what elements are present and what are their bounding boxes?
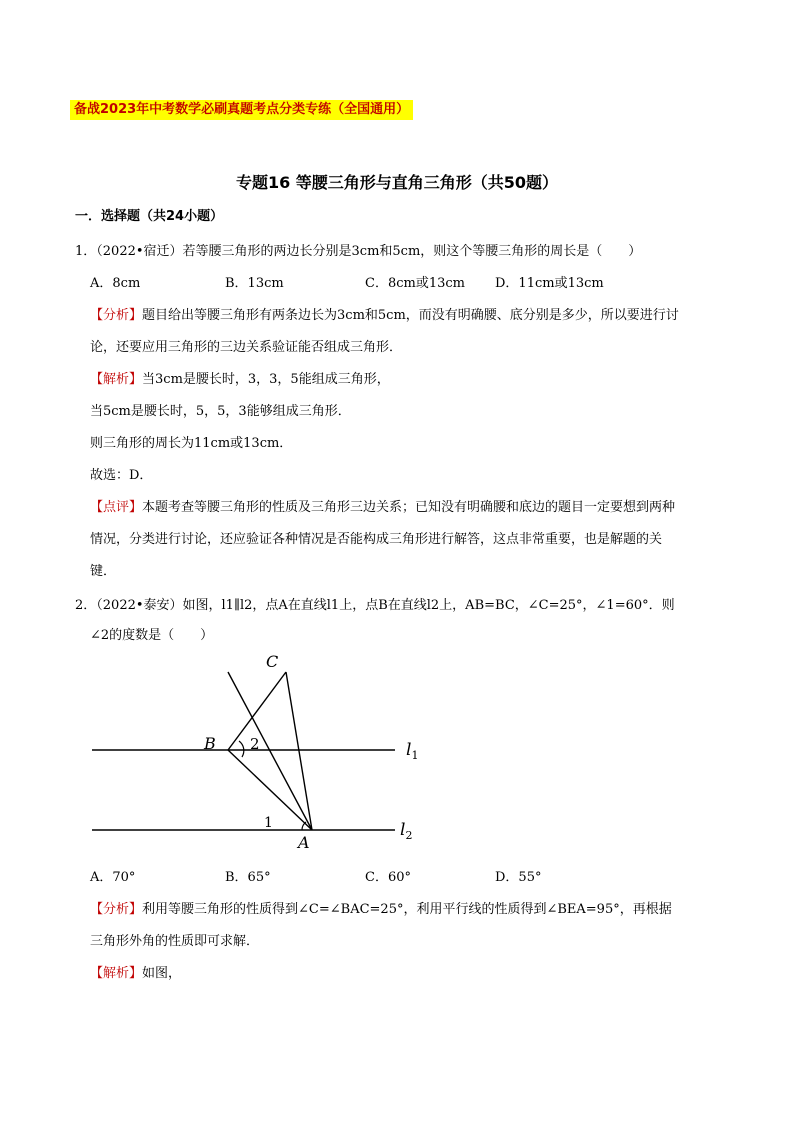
solution-tag: 【解析】 bbox=[90, 372, 143, 387]
q2-option-b: B．65° bbox=[225, 870, 271, 885]
label-angle-1: 1 bbox=[264, 815, 273, 831]
q1-option-c: C．8cm或13cm bbox=[365, 276, 465, 291]
q1-solution-line-2: 当5cm是腰长时，5，5，3能够组成三角形． bbox=[90, 404, 351, 419]
q2-solution-line-1: 【解析】如图， bbox=[90, 966, 182, 981]
q1-analysis-line-1: 【分析】题目给出等腰三角形有两条边长为3cm和5cm，而没有明确腰、底分别是多少，所以要进行讨 bbox=[90, 308, 679, 323]
q2-analysis-line-2: 三角形外角的性质即可求解． bbox=[90, 934, 260, 949]
header-banner: 备战2023年中考数学必刷真题考点分类专练（全国通用） bbox=[70, 100, 413, 120]
page-title: 专题16 等腰三角形与直角三角形（共50题） bbox=[235, 173, 559, 192]
q1-solution-line-4: 故选：D． bbox=[90, 468, 153, 483]
angle-1-arc bbox=[302, 822, 306, 830]
q1-comment-line-2: 情况，分类进行讨论，还应验证各种情况是否能构成三角形进行解答，这点非常重要，也是解题的关 bbox=[90, 532, 663, 547]
angle-2-arc bbox=[239, 741, 244, 757]
q1-solution-line-3: 则三角形的周长为11cm或13cm． bbox=[90, 436, 293, 451]
analysis-tag: 【分析】 bbox=[90, 308, 143, 323]
q2-stem-line-2: ∠2的度数是（ ） bbox=[90, 628, 214, 643]
label-l2: $l_2$ bbox=[400, 820, 413, 842]
q1-option-a: A．8cm bbox=[90, 276, 141, 291]
label-B: B bbox=[204, 734, 216, 753]
q2-option-a: A．70° bbox=[90, 870, 136, 885]
label-angle-2: 2 bbox=[250, 735, 260, 753]
q1-analysis-line-2: 论，还要应用三角形的三边关系验证能否组成三角形． bbox=[90, 340, 403, 355]
q1-comment-line-3: 键． bbox=[90, 564, 117, 579]
label-l1: $l_1$ bbox=[406, 740, 419, 762]
analysis-tag: 【分析】 bbox=[90, 902, 143, 917]
q2-analysis-line-1: 【分析】利用等腰三角形的性质得到∠C=∠BAC=25°，利用平行线的性质得到∠BEA=95°，再根据 bbox=[90, 902, 672, 917]
q1-comment-line-1: 【点评】本题考查等腰三角形的性质及三角形三边关系；已知没有明确腰和底边的题目一定要想到两种 bbox=[90, 500, 676, 515]
label-A: A bbox=[298, 833, 310, 852]
q1-stem: 1．（2022•宿迁）若等腰三角形的两边长分别是3cm和5cm，则这个等腰三角形的周长是（ ） bbox=[75, 244, 642, 259]
q1-option-b: B．13cm bbox=[225, 276, 284, 291]
q1-solution-line-1: 【解析】当3cm是腰长时，3，3，5能组成三角形， bbox=[90, 372, 390, 387]
label-C: C bbox=[266, 652, 279, 671]
solution-tag: 【解析】 bbox=[90, 966, 143, 981]
geometry-figure bbox=[80, 645, 440, 855]
q2-option-d: D．55° bbox=[495, 870, 542, 885]
q2-stem-line-1: 2．（2022•泰安）如图，l1∥l2，点A在直线l1上，点B在直线l2上，AB=BC，∠C=25°，∠1=60°．则 bbox=[75, 598, 675, 613]
q2-option-c: C．60° bbox=[365, 870, 411, 885]
section-heading: 一．选择题（共24小题） bbox=[75, 209, 224, 224]
q1-option-d: D．11cm或13cm bbox=[495, 276, 604, 291]
comment-tag: 【点评】 bbox=[90, 500, 143, 515]
